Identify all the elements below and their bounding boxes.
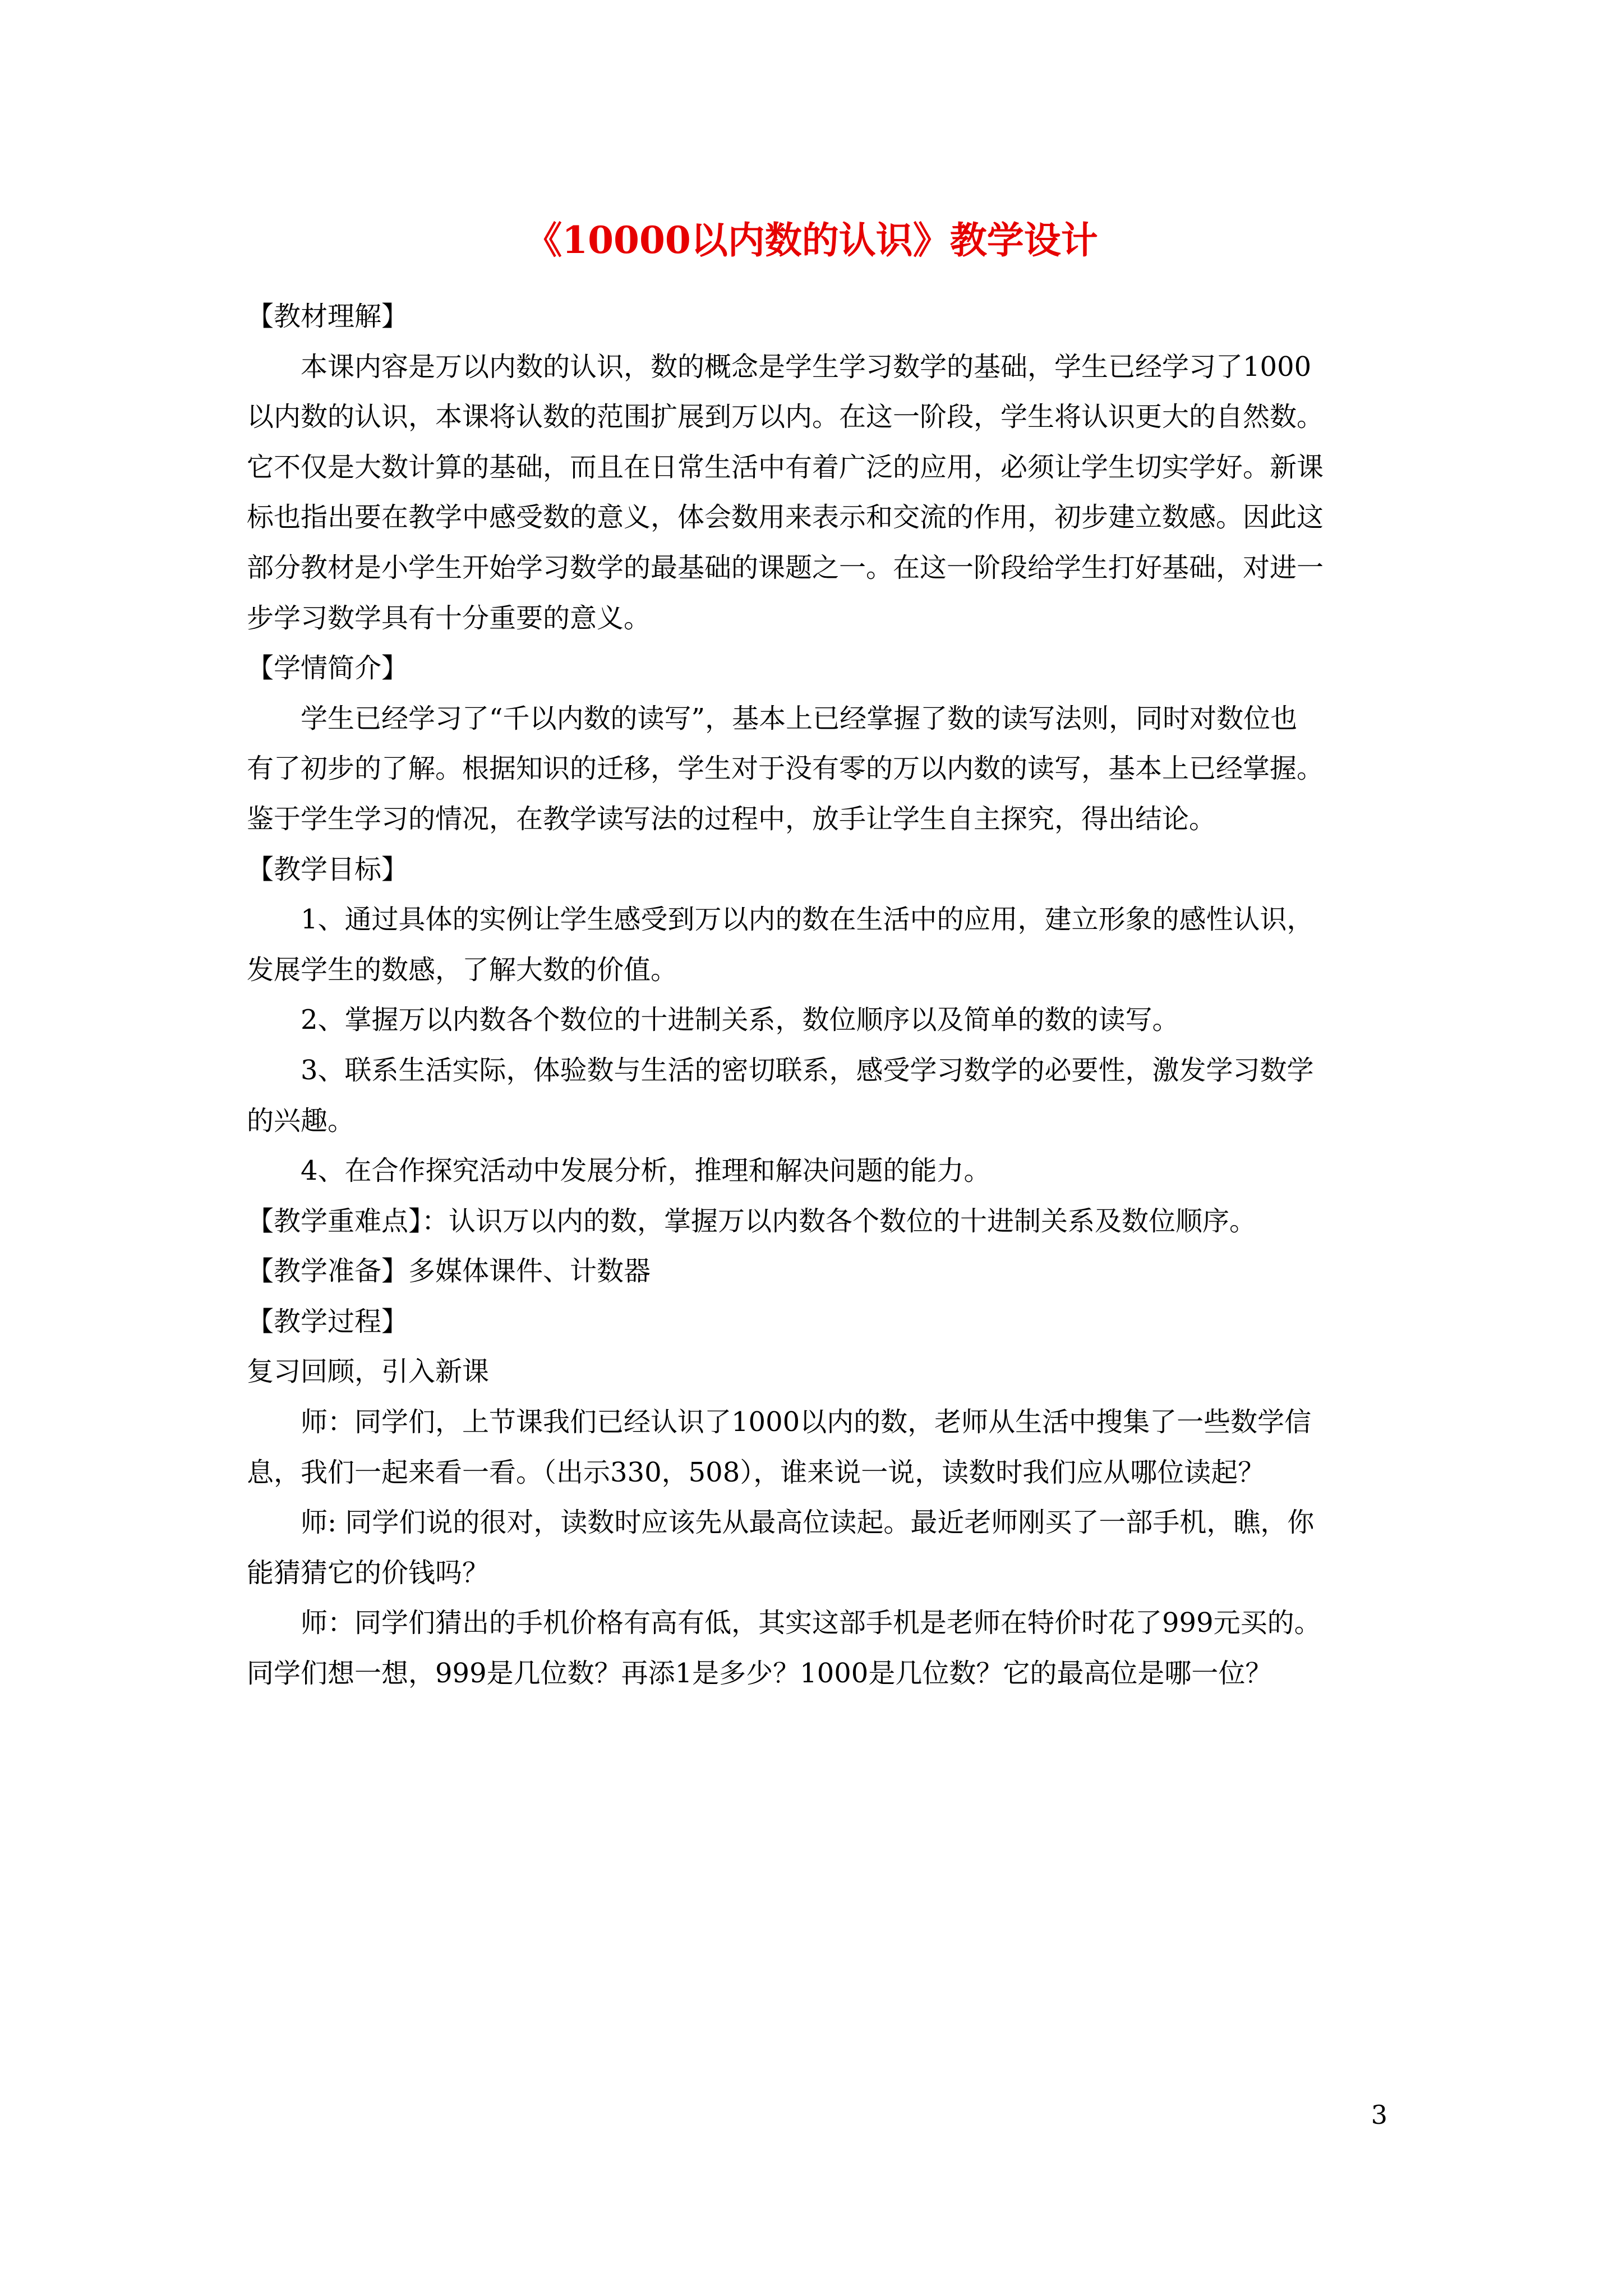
text-line: 2、掌握万以内数各个数位的十进制关系，数位顺序以及简单的数的读写。 [301, 1004, 1179, 1036]
text-line: 标也指出要在教学中感受数的意义，体会数用来表示和交流的作用，初步建立数感。因此这 [247, 501, 1324, 533]
text-line: 师：同学们猜出的手机价格有高有低，其实这部手机是老师在特价时花了999元买的。 [301, 1607, 1321, 1639]
text-line: 学生已经学习了“千以内数的读写”，基本上已经掌握了数的读写法则，同时对数位也 [301, 702, 1298, 734]
text-line: 【教材理解】 [247, 301, 409, 332]
document-body [247, 292, 1391, 1699]
text-line: 发展学生的数感，了解大数的价值。 [247, 954, 678, 986]
text-line: 本课内容是万以内数的认识，数的概念是学生学习数学的基础，学生已经学习了1000 [301, 351, 1312, 383]
text-line: 以内数的认识，本课将认数的范围扩展到万以内。在这一阶段，学生将认识更大的自然数。 [247, 401, 1324, 433]
text-line: 步学习数学具有十分重要的意义。 [247, 602, 651, 634]
text-line: 【教学目标】 [247, 853, 409, 885]
text-line: 的兴趣。 [247, 1105, 355, 1137]
text-line: 【教学重难点】：认识万以内的数，掌握万以内数各个数位的十进制关系及数位顺序。 [247, 1205, 1257, 1237]
text-line: 【学情简介】 [247, 652, 409, 684]
text-line: 部分教材是小学生开始学习数学的最基础的课题之一。在这一阶段给学生打好基础，对进一 [247, 551, 1324, 583]
text-line: 同学们想一想，999是几位数？再添1是多少？1000是几位数？它的最高位是哪一位？ [247, 1658, 1272, 1690]
text-line: 师: 同学们说的很对，读数时应该先从最高位读起。最近老师刚买了一部手机，瞧，你 [301, 1507, 1315, 1539]
text-line: 它不仅是大数计算的基础，而且在日常生活中有着广泛的应用，必须让学生切实学好。新课 [247, 451, 1324, 483]
text-line: 3、联系生活实际，体验数与生活的密切联系，感受学习数学的必要性，激发学习数学 [301, 1054, 1314, 1086]
text-line: 复习回顾，引入新课 [247, 1356, 490, 1388]
text-line: 【教学准备】多媒体课件、计数器 [247, 1255, 651, 1287]
text-line: 【教学过程】 [247, 1305, 409, 1337]
page-number: 3 [1371, 2100, 1387, 2130]
text-line: 有了初步的了解。根据知识的迁移，学生对于没有零的万以内数的读写，基本上已经掌握。 [247, 753, 1324, 785]
text-line: 鉴于学生学习的情况，在教学读写法的过程中，放手让学生自主探究，得出结论。 [247, 803, 1216, 835]
text-line: 4、在合作探究活动中发展分析，推理和解决问题的能力。 [301, 1155, 991, 1187]
text-line: 能猜猜它的价钱吗？ [247, 1557, 490, 1589]
text-line: 息，我们一起来看一看。（出示330，508），谁来说一说，读数时我们应从哪位读起？ [247, 1456, 1265, 1488]
text-line: 师：同学们，上节课我们已经认识了1000以内的数，老师从生活中搜集了一些数学信 [301, 1406, 1312, 1438]
document-title: 《10000以内数的认识》教学设计 [525, 218, 1098, 262]
text-line: 1、通过具体的实例让学生感受到万以内的数在生活中的应用，建立形象的感性认识， [301, 904, 1314, 936]
